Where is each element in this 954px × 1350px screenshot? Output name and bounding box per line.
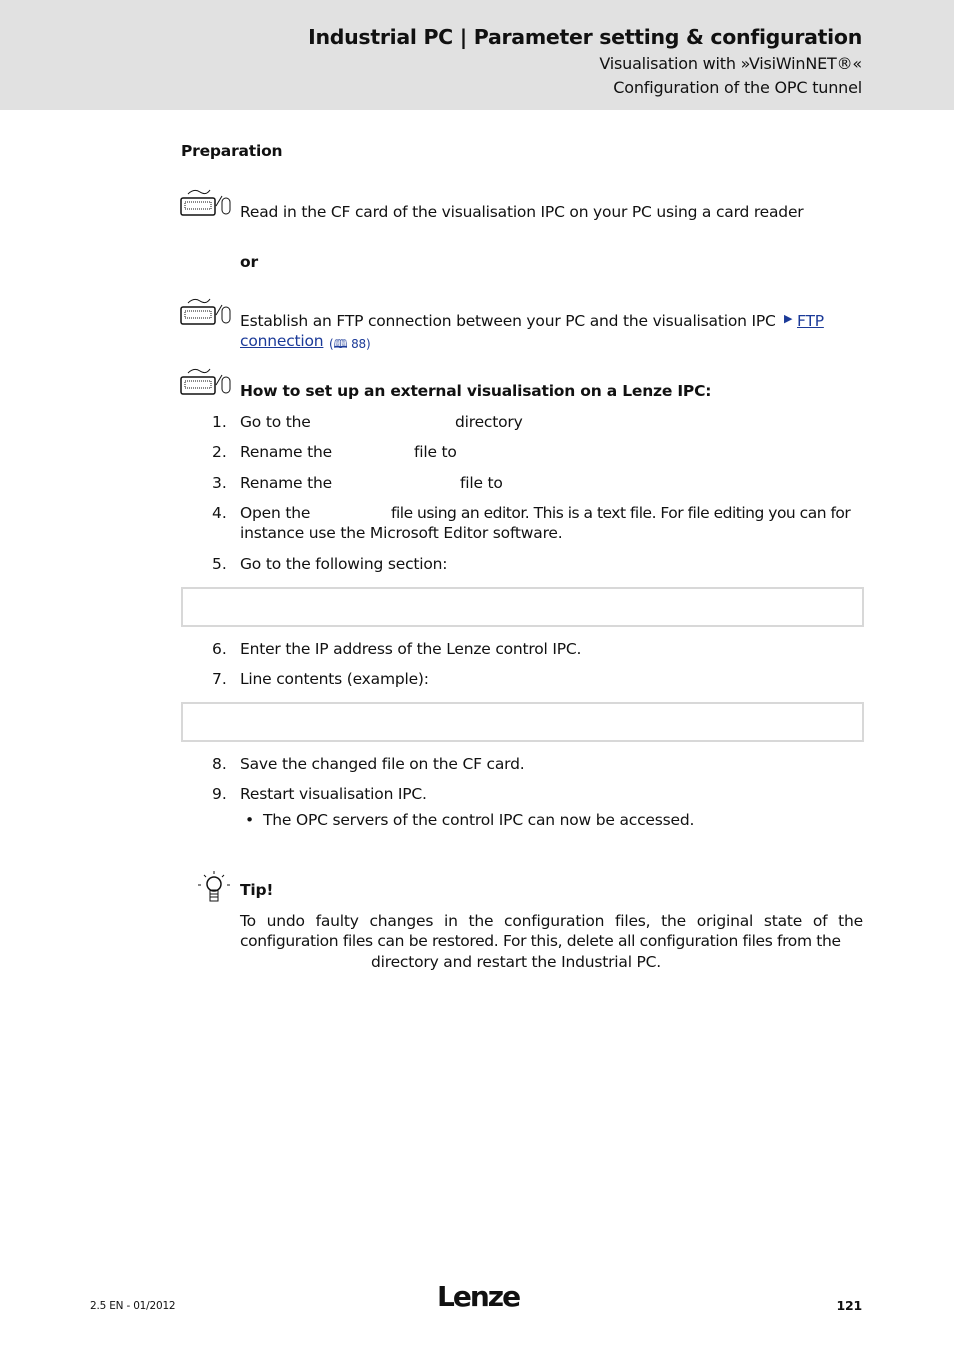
step-text: directory: [455, 413, 523, 431]
step-text: Go to the: [240, 413, 311, 431]
keyboard-mouse-icon: [180, 188, 232, 220]
ftp-link[interactable]: FTP: [797, 312, 824, 330]
step-text: Line contents (example):: [240, 670, 429, 688]
result-text: The OPC servers of the control IPC can now be accessed.: [263, 811, 695, 829]
or-label: or: [240, 253, 258, 271]
step-card-reader: Read in the CF card of the visualisation IPC on your PC using a card reader: [240, 203, 804, 221]
section-heading: Preparation: [181, 142, 283, 160]
step-number: 6.: [212, 640, 227, 658]
step-number: 5.: [212, 555, 227, 573]
step-text: Rename the: [240, 474, 332, 492]
step-text: file to: [414, 443, 457, 461]
link-arrow-icon: ▶: [784, 312, 793, 325]
step-text: Enter the IP address of the Lenze control IPC.: [240, 640, 582, 658]
page-number: 121: [836, 1298, 862, 1313]
step-text: file using an editor. This is a text file. For file editing you can for: [391, 504, 851, 522]
step-text: file to: [460, 474, 503, 492]
connection-link[interactable]: connection: [240, 332, 324, 350]
tip-text: directory and restart the Industrial PC.: [371, 953, 662, 971]
step-text: Save the changed file on the CF card.: [240, 755, 525, 773]
lenze-logo: Lenze: [437, 1280, 520, 1313]
book-icon: 🕮: [333, 337, 348, 351]
step-text: Restart visualisation IPC.: [240, 785, 427, 803]
step-text: Rename the: [240, 443, 332, 461]
header-title: Industrial PC | Parameter setting & configuration: [308, 25, 862, 49]
step-number: 9.: [212, 785, 227, 803]
lightbulb-icon: [196, 870, 232, 904]
header-subtitle: Visualisation with »VisiWinNET®«: [599, 54, 862, 73]
step-number: 7.: [212, 670, 227, 688]
page-ref[interactable]: (🕮 88): [329, 337, 371, 351]
keyboard-mouse-icon: [180, 297, 232, 329]
header-subtitle-2: Configuration of the OPC tunnel: [613, 78, 862, 97]
keyboard-mouse-icon: [180, 367, 232, 399]
step-ftp: Establish an FTP connection between your PC and the visualisation IPC: [240, 312, 776, 330]
step-text: Go to the following section:: [240, 555, 448, 573]
bullet: •: [245, 811, 254, 829]
tip-text: To undo faulty changes in the configuration files, the original state of the: [240, 912, 863, 930]
howto-heading: How to set up an external visualisation on a Lenze IPC:: [240, 382, 712, 400]
step-text: instance use the Microsoft Editor software.: [240, 524, 563, 542]
tip-text: configuration files can be restored. For this, delete all configuration files from the: [240, 932, 841, 950]
tip-title: Tip!: [240, 881, 274, 899]
step-number: 8.: [212, 755, 227, 773]
step-text: Open the: [240, 504, 311, 522]
page-ref-number: 88: [351, 337, 366, 351]
step-number: 1.: [212, 413, 227, 431]
step-number: 3.: [212, 474, 227, 492]
version-label: 2.5 EN - 01/2012: [90, 1300, 176, 1312]
step-number: 4.: [212, 504, 227, 522]
step-number: 2.: [212, 443, 227, 461]
code-box-section: [181, 587, 864, 627]
code-box-example: [181, 702, 864, 742]
